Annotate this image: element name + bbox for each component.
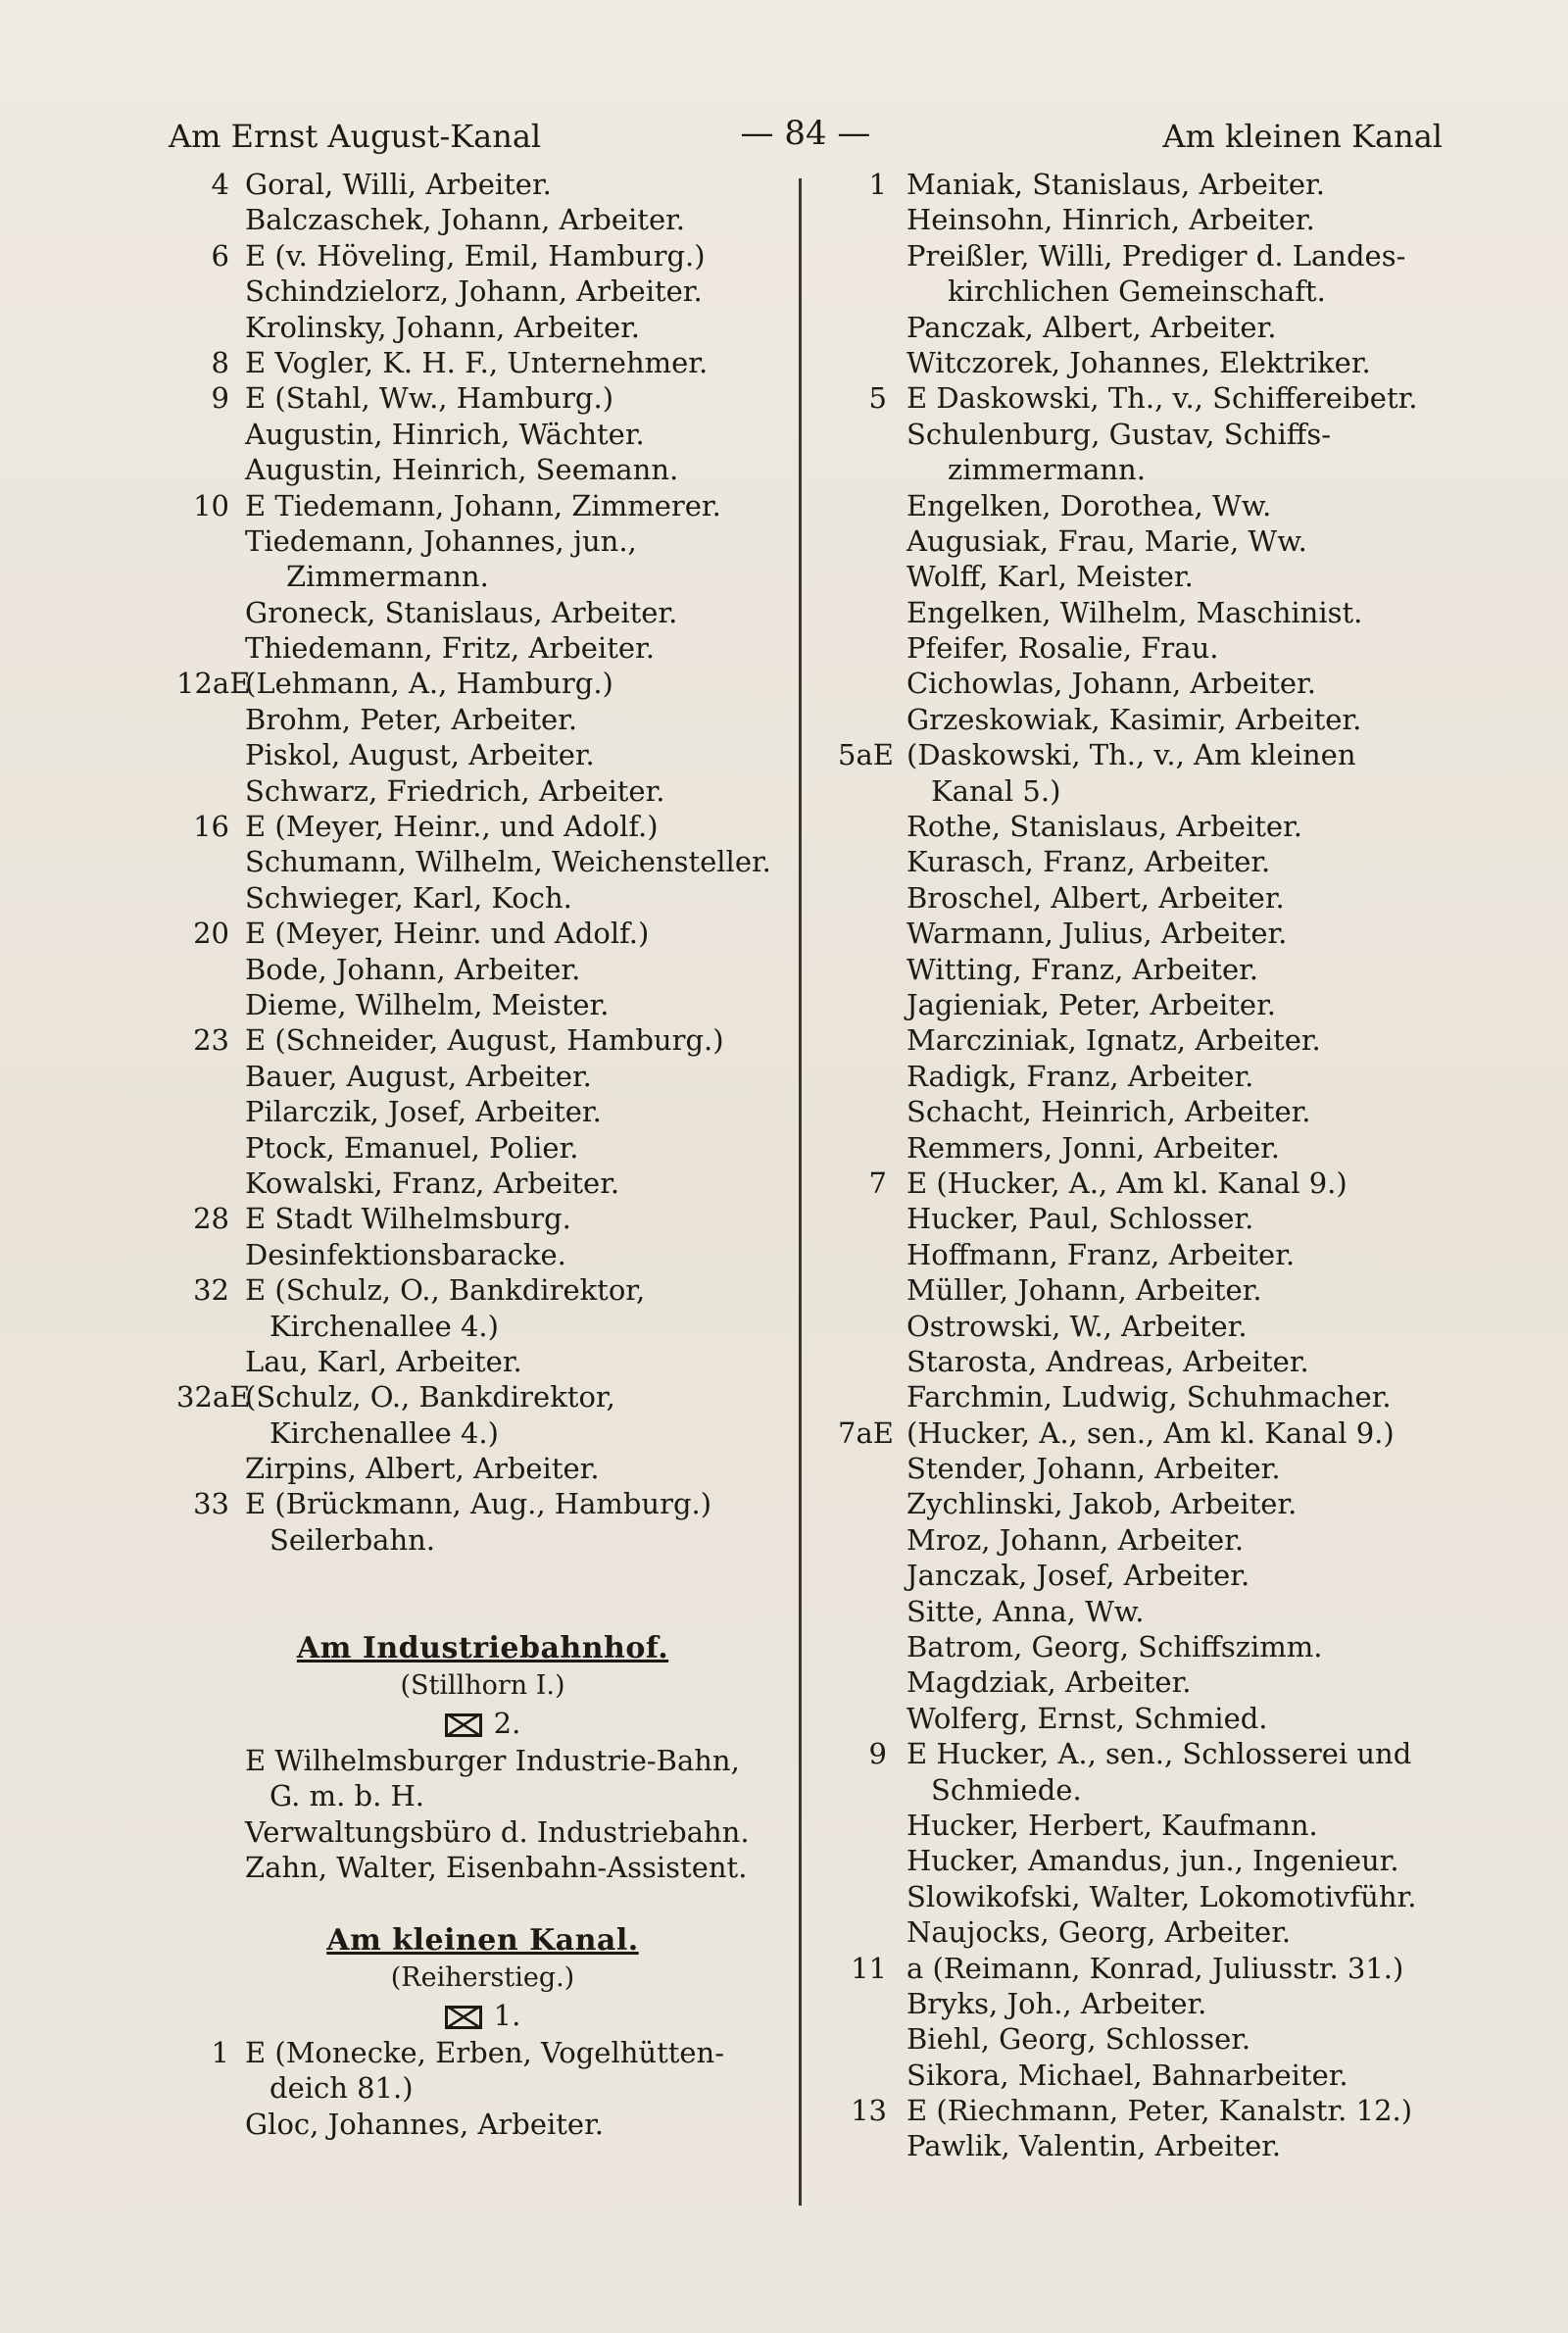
resident-text: Kowalski, Franz, Arbeiter. [245,1166,620,1200]
section-gap [176,1558,789,1593]
directory-entry [838,1415,1465,1451]
directory-entry [838,1451,1465,1486]
resident-text: kirchlichen Gemeinschaft. [948,274,1326,309]
resident-text: Kirchenallee 4.) [270,1309,499,1343]
postal-district-number: 2. [493,1707,521,1741]
directory-entry [176,2070,789,2106]
directory-entry [838,238,1465,273]
envelope-icon [445,1713,482,1737]
resident-text: Starosta, Andreas, Arbeiter. [906,1344,1309,1378]
directory-entry [838,2093,1465,2128]
resident-text: Bryks, Joh., Arbeiter. [906,1986,1207,2020]
resident-text: Schumann, Wilhelm, Weichensteller. [245,845,771,879]
header-right-street: Am kleinen Kanal [1162,118,1443,155]
resident-text: Zimmermann. [286,560,489,594]
directory-entry [838,809,1465,844]
directory-entry [838,1629,1465,1664]
directory-entry [838,880,1465,916]
house-number: 4 [211,168,229,201]
directory-entry [176,1094,789,1129]
house-number: 5aE [838,738,894,772]
resident-text: Thiedemann, Fritz, Arbeiter. [245,631,655,666]
resident-text: zimmermann. [948,453,1146,487]
directory-entry [176,273,789,309]
section-subtitle-industriebahnhof: (Stillhorn I.) [400,1670,565,1702]
directory-entry [176,737,789,772]
directory-entry [838,2058,1465,2093]
resident-text: E (Riechmann, Peter, Kanalstr. 12.) [906,2094,1413,2128]
directory-entry [838,1951,1465,1986]
directory-entry [838,167,1465,202]
postal-district-number: 1. [493,1998,521,2032]
resident-text: Sikora, Michael, Bahnarbeiter. [906,2058,1348,2092]
house-number: 1 [868,168,887,201]
resident-text: E (v. Höveling, Emil, Hamburg.) [245,238,706,273]
resident-text: Broschel, Albert, Arbeiter. [906,880,1285,915]
resident-text: Schmiede. [931,1772,1082,1807]
directory-entry [838,1166,1465,1201]
resident-text: E Stadt Wilhelmsburg. [245,1202,571,1236]
resident-text: Kanal 5.) [931,773,1061,808]
resident-text: Preißler, Willi, Prediger d. Landes- [906,238,1406,273]
resident-text: Batrom, Georg, Schiffszimm. [906,1630,1323,1664]
directory-entry [838,1379,1465,1415]
house-number: 1 [211,2035,229,2069]
directory-entry [838,380,1465,416]
directory-entry [176,310,789,345]
resident-text: Schwarz, Friedrich, Arbeiter. [245,773,665,808]
directory-entry [176,1778,789,1813]
resident-text: Zahn, Walter, Eisenbahn-Assistent. [245,1851,748,1885]
resident-text: Balczaschek, Johann, Arbeiter. [245,203,686,237]
section-title-industriebahnhof: Am Industriebahnhof. [296,1631,669,1666]
directory-entry [838,1130,1465,1166]
section-subtitle-kleinen-kanal: (Reiherstieg.) [390,1961,575,1993]
directory-entry [838,1736,1465,1771]
resident-text: Gloc, Johannes, Arbeiter. [245,2107,604,2141]
resident-text: Schwieger, Karl, Koch. [245,880,572,915]
resident-text: E Vogler, K. H. F., Unternehmer. [245,345,709,379]
directory-entry [838,952,1465,987]
resident-text: Pawlik, Valentin, Arbeiter. [906,2129,1282,2163]
house-number: 28 [193,1202,229,1236]
directory-entry [176,1237,789,1272]
directory-entry [176,809,789,844]
directory-entry [176,2107,789,2142]
directory-entry [838,1094,1465,1129]
resident-text: Lau, Karl, Arbeiter. [245,1344,522,1378]
directory-entry [176,523,789,559]
directory-entry [176,559,789,594]
house-number: 5 [868,381,887,416]
resident-text: Mroz, Johann, Arbeiter. [906,1522,1245,1557]
industriebahnhof-entry-list [176,1743,789,1886]
resident-text: Rothe, Stanislaus, Arbeiter. [906,810,1302,844]
resident-text: Stender, Johann, Arbeiter. [906,1452,1281,1486]
house-number: 13 [851,2094,887,2128]
resident-text: Schulenburg, Gustav, Schiffs- [906,417,1332,451]
header-left-street: Am Ernst August-Kanal [169,118,542,155]
directory-entry [838,1059,1465,1094]
resident-text: Grzeskowiak, Kasimir, Arbeiter. [906,702,1362,736]
resident-text: Wolferg, Ernst, Schmied. [906,1701,1268,1735]
house-number: 16 [193,810,229,844]
directory-entry [176,630,789,666]
resident-text: E Hucker, A., sen., Schlosserei und [906,1737,1412,1771]
directory-entry [176,880,789,916]
resident-text: Kurasch, Franz, Arbeiter. [906,845,1271,879]
resident-text: Dieme, Wilhelm, Meister. [245,987,610,1021]
directory-entry [176,702,789,737]
resident-text: Ostrowski, W., Arbeiter. [906,1309,1248,1343]
resident-text: (Lehmann, A., Hamburg.) [245,667,613,701]
directory-entry [838,417,1465,452]
directory-entry [838,595,1465,630]
house-number: 32aE [176,1380,251,1415]
directory-entry [838,844,1465,879]
postal-district-kleinen-kanal [176,1996,789,2035]
resident-text: Hucker, Amandus, jun., Ingenieur. [906,1844,1399,1878]
house-number: 9 [211,381,229,416]
directory-entry [838,916,1465,951]
resident-text: Kirchenallee 4.) [270,1415,499,1450]
page-number: — 84 — [740,114,871,153]
left-entry-list [176,167,789,1558]
resident-text: Zirpins, Albert, Arbeiter. [245,1452,600,1486]
resident-text: E Wilhelmsburger Industrie-Bahn, [245,1744,740,1778]
directory-entry [176,916,789,951]
resident-text: E (Stahl, Ww., Hamburg.) [245,381,614,416]
directory-entry [176,1059,789,1094]
directory-entry [176,595,789,630]
directory-entry [838,559,1465,594]
directory-entry [838,1843,1465,1878]
house-number: 33 [193,1487,229,1521]
directory-entry [838,452,1465,487]
resident-text: E (Schneider, August, Hamburg.) [245,1023,724,1058]
directory-entry [838,1486,1465,1521]
directory-entry [176,167,789,202]
directory-entry [176,844,789,879]
resident-text: Witting, Franz, Arbeiter. [906,952,1259,986]
directory-entry [176,1415,789,1451]
directory-entry [176,380,789,416]
resident-text: deich 81.) [270,2071,414,2106]
section-gap [176,1886,789,1921]
directory-entry [176,773,789,809]
resident-text: Zychlinski, Jakob, Arbeiter. [906,1487,1298,1521]
directory-entry [176,1272,789,1308]
resident-text: E (Meyer, Heinr., und Adolf.) [245,810,659,844]
directory-entry [838,1772,1465,1808]
directory-entry [838,1344,1465,1379]
directory-entry [176,1201,789,1236]
resident-text: Janczak, Josef, Arbeiter. [906,1559,1250,1593]
resident-text: Engelken, Dorothea, Ww. [906,488,1272,522]
resident-text: Augustin, Hinrich, Wächter. [245,417,645,451]
section-gap [176,1594,789,1629]
house-number: 9 [868,1737,887,1771]
directory-entry [176,1486,789,1521]
resident-text: Groneck, Stanislaus, Arbeiter. [245,595,678,629]
directory-entry [176,1850,789,1885]
directory-entry [838,1237,1465,1272]
resident-text: Sitte, Anna, Ww. [906,1594,1145,1628]
resident-text: Tiedemann, Johannes, jun., [245,523,637,558]
resident-text: Krolinsky, Johann, Arbeiter. [245,310,640,344]
resident-text: Ptock, Emanuel, Polier. [245,1130,579,1165]
directory-entry [838,702,1465,737]
resident-text: Witczorek, Johannes, Elektriker. [906,345,1371,379]
directory-entry [176,1522,789,1558]
envelope-icon [445,2006,482,2029]
resident-text: Pfeifer, Rosalie, Frau. [906,631,1219,666]
directory-entry [176,666,789,701]
column-divider [799,178,802,2206]
resident-text: Hucker, Herbert, Kaufmann. [906,1808,1318,1842]
directory-entry [838,1701,1465,1736]
resident-text: Piskol, August, Arbeiter. [245,738,595,772]
resident-text: a (Reimann, Konrad, Juliusstr. 31.) [906,1951,1404,1985]
directory-entry [838,345,1465,380]
resident-text: E (Brückmann, Aug., Hamburg.) [245,1487,712,1521]
resident-text: E Tiedemann, Johann, Zimmerer. [245,488,721,522]
directory-entry [838,310,1465,345]
resident-text: Radigk, Franz, Arbeiter. [906,1059,1254,1093]
house-number: 7 [868,1166,887,1200]
directory-entry [838,1522,1465,1558]
resident-text: Verwaltungsbüro d. Industriebahn. [245,1814,750,1849]
resident-text: Panczak, Albert, Arbeiter. [906,310,1277,344]
house-number: 32 [193,1273,229,1308]
directory-entry [176,1451,789,1486]
directory-entry [838,666,1465,701]
resident-text: E Daskowski, Th., v., Schiffereibetr. [906,381,1418,416]
resident-text: (Schulz, O., Bankdirektor, [245,1380,615,1415]
resident-text: E (Meyer, Heinr. und Adolf.) [245,917,650,951]
resident-text: Desinfektionsbaracke. [245,1237,566,1271]
directory-entry [176,1130,789,1166]
directory-entry [838,987,1465,1022]
resident-text: G. m. b. H. [270,1779,425,1813]
directory-entry [176,452,789,487]
resident-text: Biehl, Georg, Schlosser. [906,2022,1251,2057]
resident-text: Bode, Johann, Arbeiter. [245,952,581,986]
directory-entry [838,1914,1465,1950]
resident-text: Heinsohn, Hinrich, Arbeiter. [906,203,1315,237]
directory-entry [176,1309,789,1344]
house-number: 23 [193,1023,229,1058]
directory-entry [176,987,789,1022]
resident-text: Maniak, Stanislaus, Arbeiter. [906,168,1325,201]
directory-entry [176,202,789,237]
directory-entry [838,273,1465,309]
left-column [176,167,789,2142]
resident-text: Engelken, Wilhelm, Maschinist. [906,595,1363,629]
resident-text: Farchmin, Ludwig, Schuhmacher. [906,1380,1392,1415]
resident-text: Augusiak, Frau, Marie, Ww. [906,523,1307,558]
directory-entry [176,1379,789,1415]
house-number: 6 [211,238,229,273]
house-number: 12aE [176,667,251,701]
directory-entry [176,345,789,380]
directory-entry [838,1879,1465,1914]
directory-entry [176,1166,789,1201]
directory-entry [838,1594,1465,1629]
resident-text: Jagieniak, Peter, Arbeiter. [906,987,1276,1021]
directory-entry [838,488,1465,523]
directory-entry [838,1309,1465,1344]
resident-text: Schindzielorz, Johann, Arbeiter. [245,274,703,309]
directory-entry [838,630,1465,666]
directory-entry [176,417,789,452]
directory-entry [838,1272,1465,1308]
resident-text: Pilarczik, Josef, Arbeiter. [245,1095,602,1129]
resident-text: Naujocks, Georg, Arbeiter. [906,1915,1292,1950]
resident-text: Brohm, Peter, Arbeiter. [245,702,578,736]
resident-text: Augustin, Heinrich, Seemann. [245,453,679,487]
resident-text: E (Hucker, A., Am kl. Kanal 9.) [906,1166,1348,1200]
resident-text: Bauer, August, Arbeiter. [245,1059,592,1093]
resident-text: Hoffmann, Franz, Arbeiter. [906,1237,1296,1271]
directory-entry [176,1022,789,1058]
resident-text: Müller, Johann, Arbeiter. [906,1273,1262,1308]
directory-entry [838,2021,1465,2057]
right-entry-list [838,167,1465,2164]
resident-text: Hucker, Paul, Schlosser. [906,1202,1254,1236]
resident-text: (Daskowski, Th., v., Am kleinen [906,738,1356,772]
directory-entry [838,1558,1465,1593]
directory-entry [838,1808,1465,1843]
directory-entry [838,737,1465,772]
house-number: 20 [193,917,229,951]
resident-text: E (Schulz, O., Bankdirektor, [245,1273,646,1308]
resident-text: Cichowlas, Johann, Arbeiter. [906,667,1316,701]
directory-entry [838,1986,1465,2021]
section-title-kleinen-kanal: Am kleinen Kanal. [326,1922,639,1958]
directory-entry [176,1814,789,1850]
resident-text: Goral, Willi, Arbeiter. [245,168,552,201]
directory-entry [176,1344,789,1379]
directory-entry [176,1743,789,1778]
resident-text: Remmers, Jonni, Arbeiter. [906,1130,1281,1165]
directory-entry [838,773,1465,809]
directory-entry [176,238,789,273]
directory-entry [176,2035,789,2070]
resident-text: (Hucker, A., sen., Am kl. Kanal 9.) [906,1415,1395,1450]
resident-text: Slowikofski, Walter, Lokomotivführ. [906,1879,1417,1913]
directory-entry [838,202,1465,237]
directory-entry [838,2128,1465,2163]
directory-entry [176,488,789,523]
resident-text: Warmann, Julius, Arbeiter. [906,917,1288,951]
resident-text: Marcziniak, Ignatz, Arbeiter. [906,1023,1321,1058]
resident-text: Wolff, Karl, Meister. [906,560,1194,594]
postal-district-industriebahnhof [176,1704,789,1743]
house-number: 11 [851,1951,887,1985]
right-column [838,167,1465,2164]
resident-text: Seilerbahn. [270,1522,436,1557]
directory-entry [176,952,789,987]
house-number: 10 [193,488,229,522]
kleinen-kanal-entry-list [176,2035,789,2142]
directory-entry [838,523,1465,559]
house-number: 8 [211,345,229,379]
house-number: 7aE [838,1415,894,1450]
resident-text: E (Monecke, Erben, Vogelhütten- [245,2035,725,2069]
page-header [169,110,1443,169]
directory-entry [838,1201,1465,1236]
resident-text: Magdziak, Arbeiter. [906,1665,1192,1700]
directory-entry [838,1022,1465,1058]
resident-text: Schacht, Heinrich, Arbeiter. [906,1095,1311,1129]
directory-entry [838,1664,1465,1700]
